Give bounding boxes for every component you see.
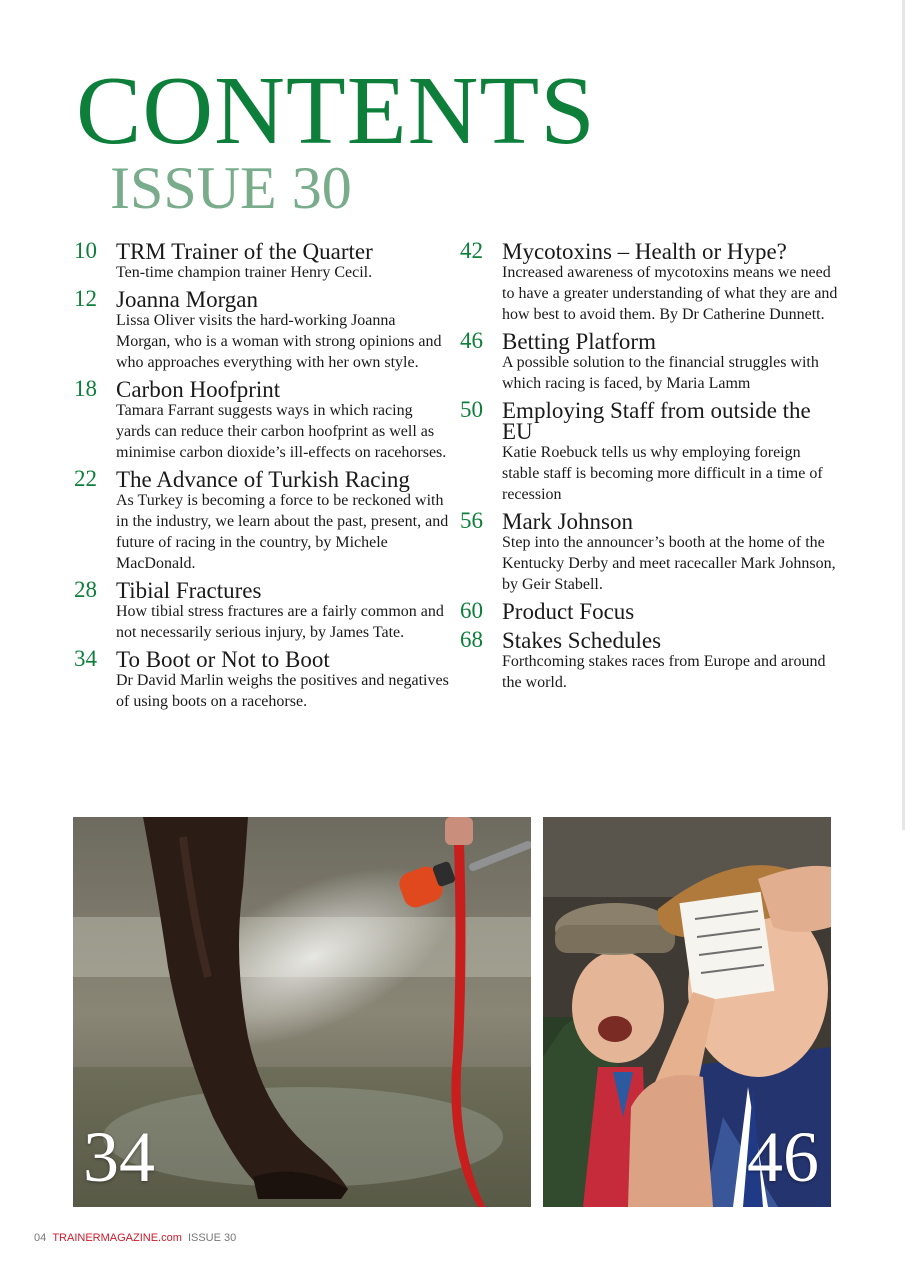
footer-issue: ISSUE 30 bbox=[187, 1232, 237, 1244]
entry-title: Product Focus bbox=[502, 599, 635, 624]
entry-title: TRM Trainer of the Quarter bbox=[116, 239, 373, 264]
footer-site-name: TRAINERMAGAZINE bbox=[52, 1232, 159, 1244]
entry-description: A possible solution to the financial struggles with which racing is faced, by Maria Lamm bbox=[502, 354, 819, 392]
contents-right-column bbox=[460, 238, 840, 696]
entry-title: Tibial Fractures bbox=[116, 578, 262, 603]
entry-title: To Boot or Not to Boot bbox=[116, 647, 330, 672]
entry-title: Joanna Morgan bbox=[116, 287, 259, 312]
entry-description: Forthcoming stakes races from Europe and around the world. bbox=[502, 653, 826, 691]
footer-site-domain: .com bbox=[158, 1232, 182, 1244]
entry-description: Step into the announcer’s booth at the home of the Kentucky Derby and meet racecaller Mark Johnson, by Geir Stabell. bbox=[502, 534, 836, 593]
contents-entry[interactable] bbox=[460, 508, 840, 595]
contents-entry[interactable] bbox=[460, 238, 840, 325]
entry-description: As Turkey is becoming a force to be reckoned with in the industry, we learn about the past, present, and future of racing in the country, by Michele MacDonald. bbox=[116, 492, 449, 572]
entry-page-number: 10 bbox=[74, 238, 97, 263]
contents-left-column bbox=[74, 238, 449, 715]
entry-description: Dr David Marlin weighs the positives and negatives of using boots on a racehorse. bbox=[116, 672, 449, 710]
entry-page-number: 34 bbox=[74, 646, 97, 671]
entry-page-number: 12 bbox=[74, 286, 97, 311]
contents-title: CONTENTS bbox=[76, 57, 596, 165]
entry-title: Mark Johnson bbox=[502, 509, 633, 534]
entry-page-number: 42 bbox=[460, 238, 483, 263]
entry-title: Carbon Hoofprint bbox=[116, 377, 281, 402]
contents-entry[interactable] bbox=[74, 376, 449, 463]
footer-page-number: 04 bbox=[34, 1232, 47, 1244]
entry-description: Lissa Oliver visits the hard-working Joanna Morgan, who is a woman with strong opinions and who approaches everything with her own style. bbox=[116, 312, 442, 371]
contents-entry[interactable] bbox=[74, 466, 449, 574]
entry-title: The Advance of Turkish Racing bbox=[116, 467, 410, 492]
entry-description: Increased awareness of mycotoxins means we need to have a greater understanding of what they are and how best to avoid them. By Dr Catherine Dunnett. bbox=[502, 264, 838, 323]
entry-description: How tibial stress fractures are a fairly common and not necessarily serious injury, by James Tate. bbox=[116, 603, 444, 641]
page-footer bbox=[34, 1232, 236, 1244]
entry-title: Betting Platform bbox=[502, 329, 656, 354]
contents-entry[interactable] bbox=[460, 328, 840, 394]
footer-site-link[interactable] bbox=[52, 1232, 182, 1244]
contents-entry[interactable] bbox=[74, 286, 449, 373]
entry-page-number: 22 bbox=[74, 466, 97, 491]
issue-subtitle: ISSUE 30 bbox=[110, 155, 352, 221]
entry-page-number: 56 bbox=[460, 508, 483, 533]
entry-page-number: 68 bbox=[460, 627, 483, 652]
contents-entry[interactable] bbox=[460, 598, 840, 624]
horse-hosing-photo[interactable] bbox=[73, 817, 531, 1207]
entry-description: Katie Roebuck tells us why employing foreign stable staff is becoming more difficult in a time of recession bbox=[502, 444, 823, 503]
entry-page-number: 28 bbox=[74, 577, 97, 602]
racegoers-photo[interactable] bbox=[543, 817, 831, 1207]
contents-entry[interactable] bbox=[74, 238, 449, 283]
photo-page-number: 34 bbox=[83, 1117, 155, 1197]
entry-description: Ten-time champion trainer Henry Cecil. bbox=[116, 264, 373, 281]
contents-entry[interactable] bbox=[460, 397, 840, 505]
contents-entry[interactable] bbox=[74, 577, 449, 643]
entry-page-number: 18 bbox=[74, 376, 97, 401]
entry-page-number: 46 bbox=[460, 328, 483, 353]
contents-entry[interactable] bbox=[460, 627, 840, 693]
entry-title: Employing Staff from outside the EU bbox=[502, 398, 811, 444]
photo-page-number: 46 bbox=[747, 1117, 819, 1197]
entry-description: Tamara Farrant suggests ways in which racing yards can reduce their carbon hoofprint as well as minimise carbon dioxide’s ill-effects on racehorses. bbox=[116, 402, 447, 461]
entry-page-number: 60 bbox=[460, 598, 483, 623]
entry-title: Stakes Schedules bbox=[502, 628, 662, 653]
contents-entry[interactable] bbox=[74, 646, 449, 712]
entry-page-number: 50 bbox=[460, 397, 483, 422]
entry-title: Mycotoxins – Health or Hype? bbox=[502, 239, 787, 264]
